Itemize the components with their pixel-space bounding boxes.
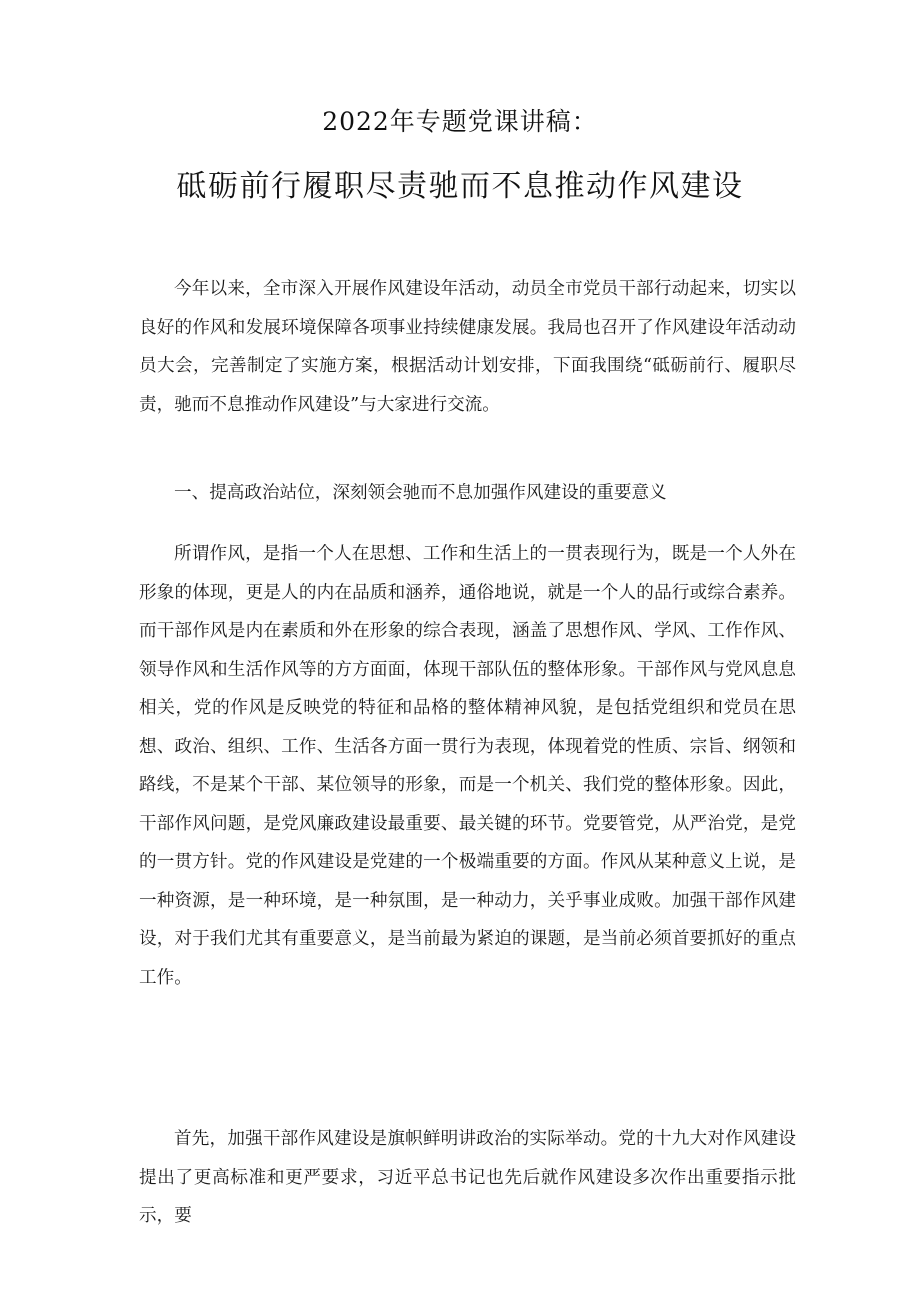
section-heading: 一、提高政治站位，深刻领会驰而不息加强作风建设的重要意义 [174,483,667,503]
body-paragraph: 首先，加强干部作风建设是旗帜鲜明讲政治的实际举动。党的十九大对作风建设提出了更高标准和更严要求，习近平总书记也先后就作风建设多次作出重要指示批示，要 [139,1129,796,1226]
intro-paragraph: 今年以来，全市深入开展作风建设年活动，动员全市党员干部行动起来，切实以良好的作风和发展环境保障各项事业持续健康发展。我局也召开了作风建设年活动动员大会，完善制定了实施方案，根据活动计划安排，下面我围绕“砥砺前行、履职尽责，驰而不息推动作风建设”与大家进行交流。 [139,279,796,415]
document-title-line-2: 砥砺前行履职尽责驰而不息推动作风建设 [176,169,744,204]
body-paragraph: 所谓作风，是指一个人在思想、工作和生活上的一贯表现行为，既是一个人外在形象的体现，更是人的内在品质和涵养，通俗地说，就是一个人的品行或综合素养。而干部作风是内在素质和外在形象的综合表现，涵盖了思想作风、学风、工作作风、领导作风和生活作风等的方方面面，体现干部队伍的整体形象。干部作风与党风息息相关，党的作风是反映党的特征和品格的整体精神风貌，是包括党组织和党员在思想、政治、组织、工作、生活各方面一贯行为表现，体现着党的性质、宗旨、纲领和路线，不是某个干部、某位领导的形象，而是一个机关、我们党的整体形象。因此，干部作风问题，是党风廉政建设最重要、最关键的环节。党要管党，从严治党，是党的一贯方针。党的作风建设是党建的一个极端重要的方面。作风从某种意义上说，是一种资源，是一种环境，是一种氛围，是一种动力，关乎事业成败。加强干部作风建设，对于我们尤其有重要意义，是当前最为紧迫的课题，是当前必须首要抓好的重点工作。 [139,544,796,988]
document-title-line-1: 2022年专题党课讲稿： [322,107,598,136]
